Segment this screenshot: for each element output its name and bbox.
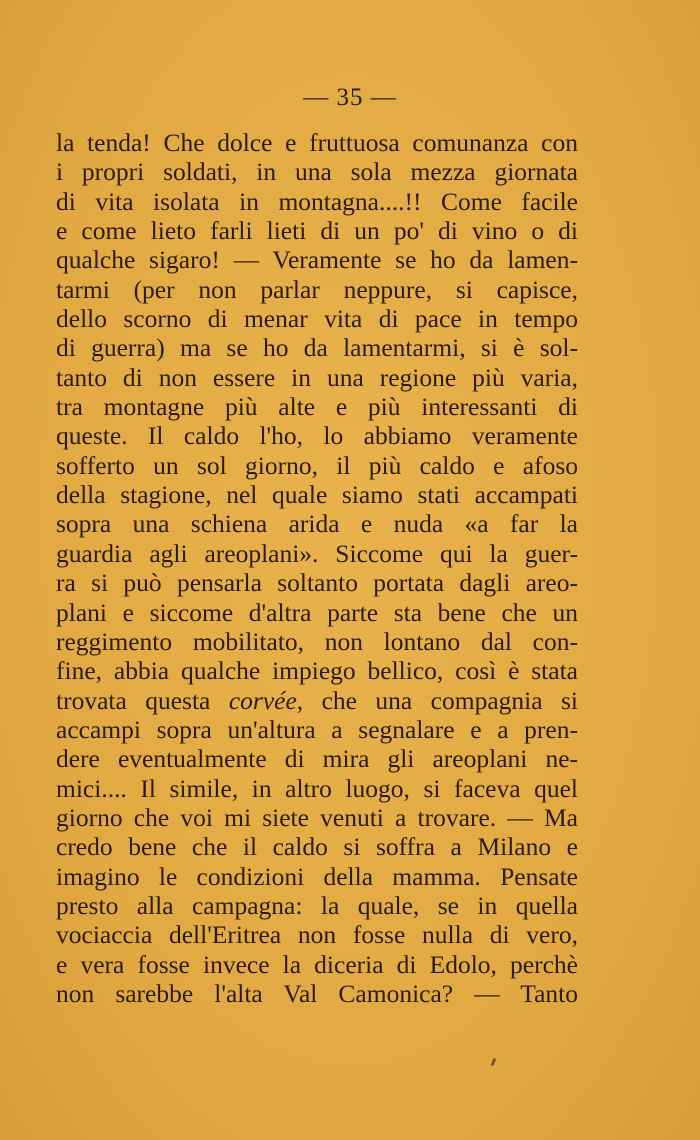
text-line: tarmi (per non parlar neppure, si capisce, — [56, 274, 578, 304]
text-line: guardia agli areoplani». Siccome qui la guer- — [56, 538, 578, 568]
text-line: tra montagne più alte e più interessanti di — [56, 392, 578, 422]
text-line: sofferto un sol giorno, il più caldo e afoso — [56, 450, 578, 480]
text-line: mici.... Il simile, in altro luogo, si faceva quel — [56, 773, 578, 803]
text-line-with-italic: trovata questa corvée, che una compagnia si — [56, 685, 578, 715]
ink-speck — [491, 1058, 497, 1067]
text-line: accampi sopra un'altura a segnalare e a pren- — [56, 714, 578, 744]
text-line: dello scorno di menar vita di pace in tempo — [56, 304, 578, 334]
text-line: sopra una schiena arida e nuda «a far la — [56, 509, 578, 539]
text-line: reggimento mobilitato, non lontano dal con- — [56, 626, 578, 656]
text-line: della stagione, nel quale siamo stati accampati — [56, 480, 578, 510]
text-line: dere eventualmente di mira gli areoplani ne- — [56, 744, 578, 774]
italic-word: corvée — [228, 685, 297, 715]
text-line: qualche sigaro! — Veramente se ho da lamen- — [56, 245, 578, 275]
text-line: i propri soldati, in una sola mezza giornata — [56, 157, 578, 187]
text-line: di guerra) ma se ho da lamentarmi, si è sol- — [56, 333, 578, 363]
page-number: — 35 — — [303, 84, 397, 111]
text-line: vociaccia dell'Eritrea non fosse nulla di vero, — [56, 920, 578, 950]
text-line: queste. Il caldo l'ho, lo abbiamo veramente — [56, 421, 578, 451]
text-line: giorno che voi mi siete venuti a trovare. — Ma — [56, 802, 578, 832]
text-line: e vera fosse invece la diceria di Edolo, perchè — [56, 949, 578, 979]
text-line: presto alla campagna: la quale, se in quella — [56, 890, 578, 920]
text-line: non sarebbe l'alta Val Camonica? — Tanto — [56, 978, 578, 1008]
text-line: plani e siccome d'altra parte sta bene che un — [56, 597, 578, 627]
body-text — [56, 128, 578, 1008]
text-line: tanto di non essere in una regione più varia, — [56, 362, 578, 392]
text-line: la tenda! Che dolce e fruttuosa comunanza con — [56, 128, 578, 157]
text-line: credo bene che il caldo si soffra a Milano e — [56, 832, 578, 862]
text-line: di vita isolata in montagna....!! Come facile — [56, 186, 578, 216]
text-line: e come lieto farli lieti di un po' di vino o di — [56, 216, 578, 246]
text-line: fine, abbia qualche impiego bellico, così è stata — [56, 656, 578, 686]
text-line: ra si può pensarla soltanto portata dagli areo- — [56, 568, 578, 598]
text-line: imagino le condizioni della mamma. Pensate — [56, 861, 578, 891]
